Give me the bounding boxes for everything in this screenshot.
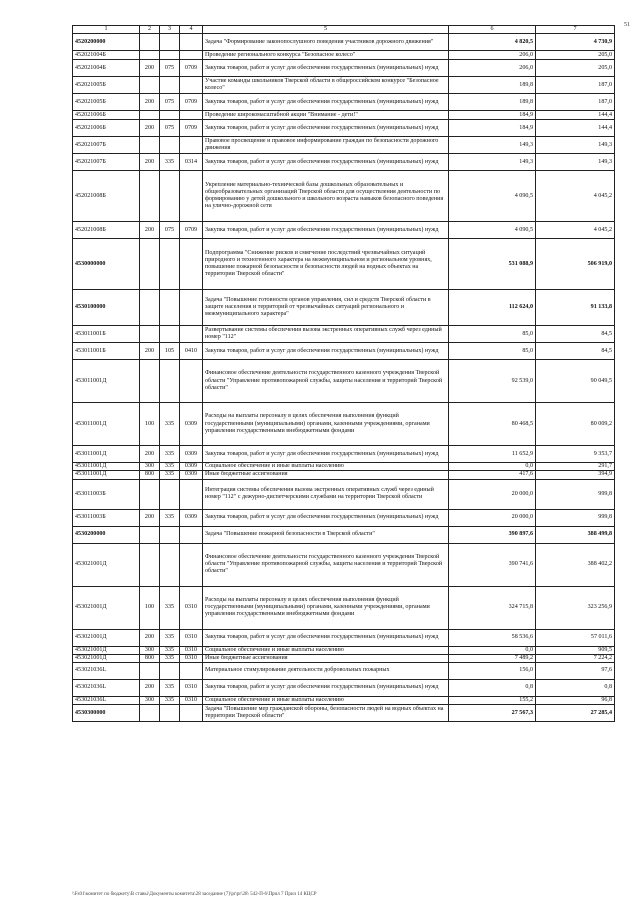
department-cell: [160, 77, 180, 94]
table-row: [73, 34, 615, 51]
table-row: [73, 526, 615, 543]
department-cell: 335: [160, 446, 180, 463]
department-cell: 335: [160, 629, 180, 646]
executed-amount-cell: 4 730,9: [536, 34, 615, 51]
executed-amount-cell: 84,5: [536, 343, 615, 360]
executed-amount-cell: 506 919,0: [536, 239, 615, 290]
department-cell: 335: [160, 471, 180, 479]
expense-type-cell: [140, 51, 160, 60]
table-row: [73, 697, 615, 705]
expense-type-cell: [140, 663, 160, 680]
column-header: 4: [180, 26, 203, 34]
section-cell: 0309: [180, 446, 203, 463]
expense-type-cell: 200: [140, 60, 160, 77]
description-cell: Материальное стимулирование деятельности добровольных пожарных: [203, 663, 449, 680]
executed-amount-cell: 9 353,7: [536, 446, 615, 463]
table-row: [73, 290, 615, 326]
expense-type-cell: 200: [140, 509, 160, 526]
column-header: 3: [160, 26, 180, 34]
expense-type-cell: [140, 77, 160, 94]
expense-type-cell: 200: [140, 94, 160, 111]
section-cell: [180, 326, 203, 343]
budget-code-cell: 452021007Б: [73, 137, 140, 154]
budget-code-cell: 453011001Б: [73, 343, 140, 360]
budget-code-cell: 453021036L: [73, 663, 140, 680]
description-cell: Подпрограмма "Снижение рисков и смягчение последствий чрезвычайных ситуаций природного и техногенного характера на межмуниципальном и региональном уровнях, повышение пожарной безопасности и безопасности людей на водных объектах на территории Тверской области": [203, 239, 449, 290]
table-row: [73, 629, 615, 646]
planned-amount-cell: 417,6: [449, 471, 536, 479]
expense-type-cell: [140, 705, 160, 722]
expense-type-cell: [140, 526, 160, 543]
budget-code-cell: 452021008Б: [73, 222, 140, 239]
department-cell: [160, 326, 180, 343]
department-cell: [160, 34, 180, 51]
budget-code-cell: 452021004Б: [73, 51, 140, 60]
description-cell: Задача "Формирование законопослушного поведения участников дорожного движения": [203, 34, 449, 51]
planned-amount-cell: 324 715,8: [449, 586, 536, 629]
executed-amount-cell: 7 224,2: [536, 654, 615, 662]
department-cell: [160, 543, 180, 586]
budget-code-cell: 452021005Б: [73, 77, 140, 94]
expense-type-cell: [140, 171, 160, 222]
budget-code-cell: 453021001Д: [73, 654, 140, 662]
description-cell: Задача "Повышение готовности органов управления, сил и средств Тверской области в защите населения и территорий от чрезвычайных ситуаций регионального и межмуниципального характера": [203, 290, 449, 326]
table-row: [73, 654, 615, 662]
planned-amount-cell: 390 897,6: [449, 526, 536, 543]
budget-code-cell: 453021001Д: [73, 543, 140, 586]
expense-type-cell: 100: [140, 403, 160, 446]
description-cell: Закупка товаров, работ и услуг для обеспечения государственных (муниципальных) нужд: [203, 509, 449, 526]
budget-code-cell: 453021036L: [73, 680, 140, 697]
planned-amount-cell: 531 088,9: [449, 239, 536, 290]
section-cell: [180, 479, 203, 509]
executed-amount-cell: 4 045,2: [536, 171, 615, 222]
section-cell: [180, 526, 203, 543]
column-header: 1: [73, 26, 140, 34]
table-row: [73, 154, 615, 171]
executed-amount-cell: 388 499,8: [536, 526, 615, 543]
department-cell: [160, 171, 180, 222]
table-row: [73, 471, 615, 479]
budget-code-cell: 453021001Д: [73, 586, 140, 629]
section-cell: 0709: [180, 120, 203, 137]
section-cell: 0309: [180, 463, 203, 471]
executed-amount-cell: 0,8: [536, 680, 615, 697]
expense-type-cell: 300: [140, 697, 160, 705]
table-row: [73, 705, 615, 722]
description-cell: Закупка товаров, работ и услуг для обеспечения государственных (муниципальных) нужд: [203, 446, 449, 463]
planned-amount-cell: 58 536,6: [449, 629, 536, 646]
description-cell: Закупка товаров, работ и услуг для обеспечения государственных (муниципальных) нужд: [203, 94, 449, 111]
section-cell: [180, 171, 203, 222]
section-cell: 0310: [180, 629, 203, 646]
description-cell: Участие команды школьников Тверской области в общероссийском конкурсе "Безопасное колесо": [203, 77, 449, 94]
section-cell: 0310: [180, 586, 203, 629]
executed-amount-cell: 187,0: [536, 77, 615, 94]
planned-amount-cell: 20 000,0: [449, 479, 536, 509]
description-cell: Иные бюджетные ассигнования: [203, 471, 449, 479]
table-row: [73, 60, 615, 77]
table-row: [73, 543, 615, 586]
table-row: [73, 326, 615, 343]
column-header: 6: [449, 26, 536, 34]
column-header: 5: [203, 26, 449, 34]
table-body: [73, 34, 615, 722]
planned-amount-cell: 149,3: [449, 137, 536, 154]
budget-code-cell: 4530300000: [73, 705, 140, 722]
table-row: [73, 663, 615, 680]
executed-amount-cell: 388 402,2: [536, 543, 615, 586]
budget-code-cell: 452021008Б: [73, 171, 140, 222]
budget-code-cell: 453021036L: [73, 697, 140, 705]
planned-amount-cell: 184,9: [449, 120, 536, 137]
expense-type-cell: [140, 543, 160, 586]
section-cell: [180, 705, 203, 722]
section-cell: 0310: [180, 697, 203, 705]
table-row: [73, 646, 615, 654]
table-row: [73, 120, 615, 137]
department-cell: 335: [160, 697, 180, 705]
executed-amount-cell: 97,6: [536, 663, 615, 680]
section-cell: 0309: [180, 403, 203, 446]
description-cell: Закупка товаров, работ и услуг для обеспечения государственных (муниципальных) нужд: [203, 154, 449, 171]
section-cell: 0314: [180, 154, 203, 171]
planned-amount-cell: 155,2: [449, 697, 536, 705]
section-cell: [180, 111, 203, 120]
description-cell: Социальное обеспечение и иные выплаты населению: [203, 646, 449, 654]
department-cell: [160, 360, 180, 403]
planned-amount-cell: 0,0: [449, 463, 536, 471]
expense-type-cell: [140, 111, 160, 120]
table-row: [73, 222, 615, 239]
expense-type-cell: 800: [140, 471, 160, 479]
planned-amount-cell: 7 489,2: [449, 654, 536, 662]
executed-amount-cell: 84,5: [536, 326, 615, 343]
table-row: [73, 111, 615, 120]
table-header-row: [73, 26, 615, 34]
department-cell: 335: [160, 680, 180, 697]
expense-type-cell: 200: [140, 343, 160, 360]
description-cell: Проведение широкомасштабной акции "Внимание - дети!": [203, 111, 449, 120]
description-cell: Социальное обеспечение и иные выплаты населению: [203, 463, 449, 471]
budget-code-cell: 453021001Д: [73, 629, 140, 646]
description-cell: Интеграция системы обеспечения вызова экстренных оперативных служб через единый номер "112" с дежурно-диспетчерскими службами на территории Тверской области: [203, 479, 449, 509]
description-cell: Закупка товаров, работ и услуг для обеспечения государственных (муниципальных) нужд: [203, 629, 449, 646]
executed-amount-cell: 57 011,6: [536, 629, 615, 646]
section-cell: [180, 360, 203, 403]
column-header: 2: [140, 26, 160, 34]
executed-amount-cell: 90 049,5: [536, 360, 615, 403]
expense-type-cell: 800: [140, 654, 160, 662]
section-cell: [180, 239, 203, 290]
executed-amount-cell: 144,4: [536, 111, 615, 120]
table-row: [73, 360, 615, 403]
department-cell: [160, 526, 180, 543]
executed-amount-cell: 291,7: [536, 463, 615, 471]
column-header: 7: [536, 26, 615, 34]
department-cell: 075: [160, 120, 180, 137]
department-cell: 335: [160, 646, 180, 654]
planned-amount-cell: 27 567,3: [449, 705, 536, 722]
planned-amount-cell: 189,8: [449, 94, 536, 111]
budget-code-cell: 453011003Б: [73, 509, 140, 526]
budget-code-cell: 452021007Б: [73, 154, 140, 171]
budget-code-cell: 453011001Д: [73, 403, 140, 446]
section-cell: 0309: [180, 471, 203, 479]
department-cell: 075: [160, 60, 180, 77]
executed-amount-cell: 149,3: [536, 154, 615, 171]
budget-code-cell: 4530000000: [73, 239, 140, 290]
description-cell: Укрепление материально-технической базы дошкольных образовательных и общеобразовательных организаций Тверской области для осуществления деятельности по формированию у детей дошкольного и школьного возраста навыков безопасного поведения на улично-дорожной сети: [203, 171, 449, 222]
department-cell: 335: [160, 403, 180, 446]
executed-amount-cell: 149,3: [536, 137, 615, 154]
planned-amount-cell: 92 539,0: [449, 360, 536, 403]
department-cell: [160, 111, 180, 120]
table-row: [73, 77, 615, 94]
expense-type-cell: 100: [140, 586, 160, 629]
executed-amount-cell: 999,8: [536, 509, 615, 526]
planned-amount-cell: 11 652,9: [449, 446, 536, 463]
table-row: [73, 509, 615, 526]
expense-type-cell: [140, 290, 160, 326]
table-row: [73, 51, 615, 60]
planned-amount-cell: 149,3: [449, 154, 536, 171]
description-cell: Закупка товаров, работ и услуг для обеспечения государственных (муниципальных) нужд: [203, 60, 449, 77]
budget-code-cell: 453011001Б: [73, 326, 140, 343]
department-cell: [160, 51, 180, 60]
page-number: 51: [624, 22, 630, 28]
description-cell: Правовое просвещение и правовое информирование граждан по безопасности дорожного движения: [203, 137, 449, 154]
budget-code-cell: 452021005Б: [73, 94, 140, 111]
section-cell: 0410: [180, 343, 203, 360]
description-cell: Финансовое обеспечение деятельности государственного казенного учреждения Тверской области "Управление противопожарной службы, защиты населения и территорий Тверской области": [203, 543, 449, 586]
section-cell: [180, 543, 203, 586]
description-cell: Закупка товаров, работ и услуг для обеспечения государственных (муниципальных) нужд: [203, 222, 449, 239]
section-cell: 0709: [180, 222, 203, 239]
description-cell: Закупка товаров, работ и услуг для обеспечения государственных (муниципальных) нужд: [203, 680, 449, 697]
table-row: [73, 446, 615, 463]
expense-type-cell: 200: [140, 154, 160, 171]
table-row: [73, 403, 615, 446]
table-row: [73, 586, 615, 629]
executed-amount-cell: 27 285,4: [536, 705, 615, 722]
section-cell: [180, 77, 203, 94]
table-row: [73, 463, 615, 471]
expense-type-cell: [140, 479, 160, 509]
executed-amount-cell: 96,8: [536, 697, 615, 705]
planned-amount-cell: 390 741,6: [449, 543, 536, 586]
budget-code-cell: 453011003Б: [73, 479, 140, 509]
table-row: [73, 171, 615, 222]
planned-amount-cell: 80 468,5: [449, 403, 536, 446]
budget-code-cell: 453011001Д: [73, 360, 140, 403]
section-cell: 0310: [180, 680, 203, 697]
budget-code-cell: 452021004Б: [73, 60, 140, 77]
department-cell: [160, 705, 180, 722]
description-cell: Иные бюджетные ассигнования: [203, 654, 449, 662]
expense-type-cell: [140, 34, 160, 51]
description-cell: Закупка товаров, работ и услуг для обеспечения государственных (муниципальных) нужд: [203, 120, 449, 137]
description-cell: Закупка товаров, работ и услуг для обеспечения государственных (муниципальных) нужд: [203, 343, 449, 360]
expense-type-cell: 200: [140, 120, 160, 137]
section-cell: 0709: [180, 94, 203, 111]
planned-amount-cell: 206,0: [449, 60, 536, 77]
expense-type-cell: 300: [140, 646, 160, 654]
planned-amount-cell: 189,8: [449, 77, 536, 94]
department-cell: [160, 239, 180, 290]
expense-type-cell: 300: [140, 463, 160, 471]
planned-amount-cell: 85,0: [449, 326, 536, 343]
planned-amount-cell: 0,8: [449, 680, 536, 697]
expense-type-cell: [140, 326, 160, 343]
department-cell: 335: [160, 154, 180, 171]
expense-type-cell: [140, 360, 160, 403]
budget-code-cell: 4530100000: [73, 290, 140, 326]
description-cell: Проведение регионального конкурса "Безопасное колесо": [203, 51, 449, 60]
department-cell: [160, 663, 180, 680]
department-cell: 335: [160, 654, 180, 662]
executed-amount-cell: 999,8: [536, 479, 615, 509]
planned-amount-cell: 85,0: [449, 343, 536, 360]
budget-code-cell: 453011001Д: [73, 446, 140, 463]
expense-type-cell: 200: [140, 680, 160, 697]
expense-type-cell: 200: [140, 446, 160, 463]
section-cell: 0709: [180, 60, 203, 77]
planned-amount-cell: 184,9: [449, 111, 536, 120]
budget-code-cell: 4530200000: [73, 526, 140, 543]
executed-amount-cell: 394,9: [536, 471, 615, 479]
expense-type-cell: [140, 137, 160, 154]
executed-amount-cell: 91 133,8: [536, 290, 615, 326]
description-cell: Финансовое обеспечение деятельности государственного казенного учреждения Тверской области "Управление противопожарной службы, защиты населения и территорий Тверской области": [203, 360, 449, 403]
description-cell: Задача "Повышение пожарной безопасности в Тверской области": [203, 526, 449, 543]
department-cell: [160, 479, 180, 509]
footer-file-path: \\Fs01\комитет по бюджету\В ставьі\Документы комитета\28 заседание (7)\pr\pr\28\ 542-П-6\Прил 7 Прил 14 КЦСР: [72, 892, 317, 897]
budget-code-cell: 452021006Б: [73, 120, 140, 137]
budget-code-cell: 4520200000: [73, 34, 140, 51]
budget-code-cell: 453011001Д: [73, 471, 140, 479]
planned-amount-cell: 4 820,5: [449, 34, 536, 51]
section-cell: [180, 34, 203, 51]
table-row: [73, 137, 615, 154]
description-cell: Задача "Повышение мер гражданской обороны, безопасности людей на водных объектах на территории Тверской области": [203, 705, 449, 722]
section-cell: [180, 290, 203, 326]
executed-amount-cell: 4 045,2: [536, 222, 615, 239]
budget-table: [72, 25, 615, 722]
description-cell: Расходы на выплаты персоналу в целях обеспечения выполнения функций государственными (муниципальными) органами, казенными учреждениями, органами управления государственными внебюджетными фондами: [203, 586, 449, 629]
department-cell: 105: [160, 343, 180, 360]
table-row: [73, 343, 615, 360]
section-cell: [180, 137, 203, 154]
executed-amount-cell: 323 256,9: [536, 586, 615, 629]
section-cell: 0309: [180, 509, 203, 526]
planned-amount-cell: 20 000,0: [449, 509, 536, 526]
section-cell: [180, 663, 203, 680]
section-cell: [180, 51, 203, 60]
planned-amount-cell: 4 090,5: [449, 222, 536, 239]
expense-type-cell: 200: [140, 629, 160, 646]
budget-code-cell: 453021001Д: [73, 646, 140, 654]
executed-amount-cell: 144,4: [536, 120, 615, 137]
section-cell: 0310: [180, 646, 203, 654]
description-cell: Расходы на выплаты персоналу в целях обеспечения выполнения функций государственными (муниципальными) органами, казенными учреждениями, органами управления государственными внебюджетными фондами: [203, 403, 449, 446]
planned-amount-cell: 112 624,0: [449, 290, 536, 326]
executed-amount-cell: 205,0: [536, 60, 615, 77]
budget-code-cell: 452021006Б: [73, 111, 140, 120]
department-cell: [160, 290, 180, 326]
section-cell: 0310: [180, 654, 203, 662]
department-cell: 335: [160, 509, 180, 526]
department-cell: 335: [160, 463, 180, 471]
description-cell: Развертывание системы обеспечения вызова экстренных оперативных служб через единый номер "112": [203, 326, 449, 343]
planned-amount-cell: 156,0: [449, 663, 536, 680]
executed-amount-cell: 909,5: [536, 646, 615, 654]
planned-amount-cell: 4 090,5: [449, 171, 536, 222]
department-cell: 075: [160, 94, 180, 111]
department-cell: [160, 137, 180, 154]
planned-amount-cell: 0,0: [449, 646, 536, 654]
table-row: [73, 94, 615, 111]
expense-type-cell: [140, 239, 160, 290]
department-cell: 335: [160, 586, 180, 629]
budget-code-cell: 453011001Д: [73, 463, 140, 471]
table-row: [73, 239, 615, 290]
executed-amount-cell: 205,0: [536, 51, 615, 60]
planned-amount-cell: 206,0: [449, 51, 536, 60]
table-row: [73, 479, 615, 509]
description-cell: Социальное обеспечение и иные выплаты населению: [203, 697, 449, 705]
executed-amount-cell: 80 009,2: [536, 403, 615, 446]
table-row: [73, 680, 615, 697]
executed-amount-cell: 187,0: [536, 94, 615, 111]
expense-type-cell: 200: [140, 222, 160, 239]
department-cell: 075: [160, 222, 180, 239]
